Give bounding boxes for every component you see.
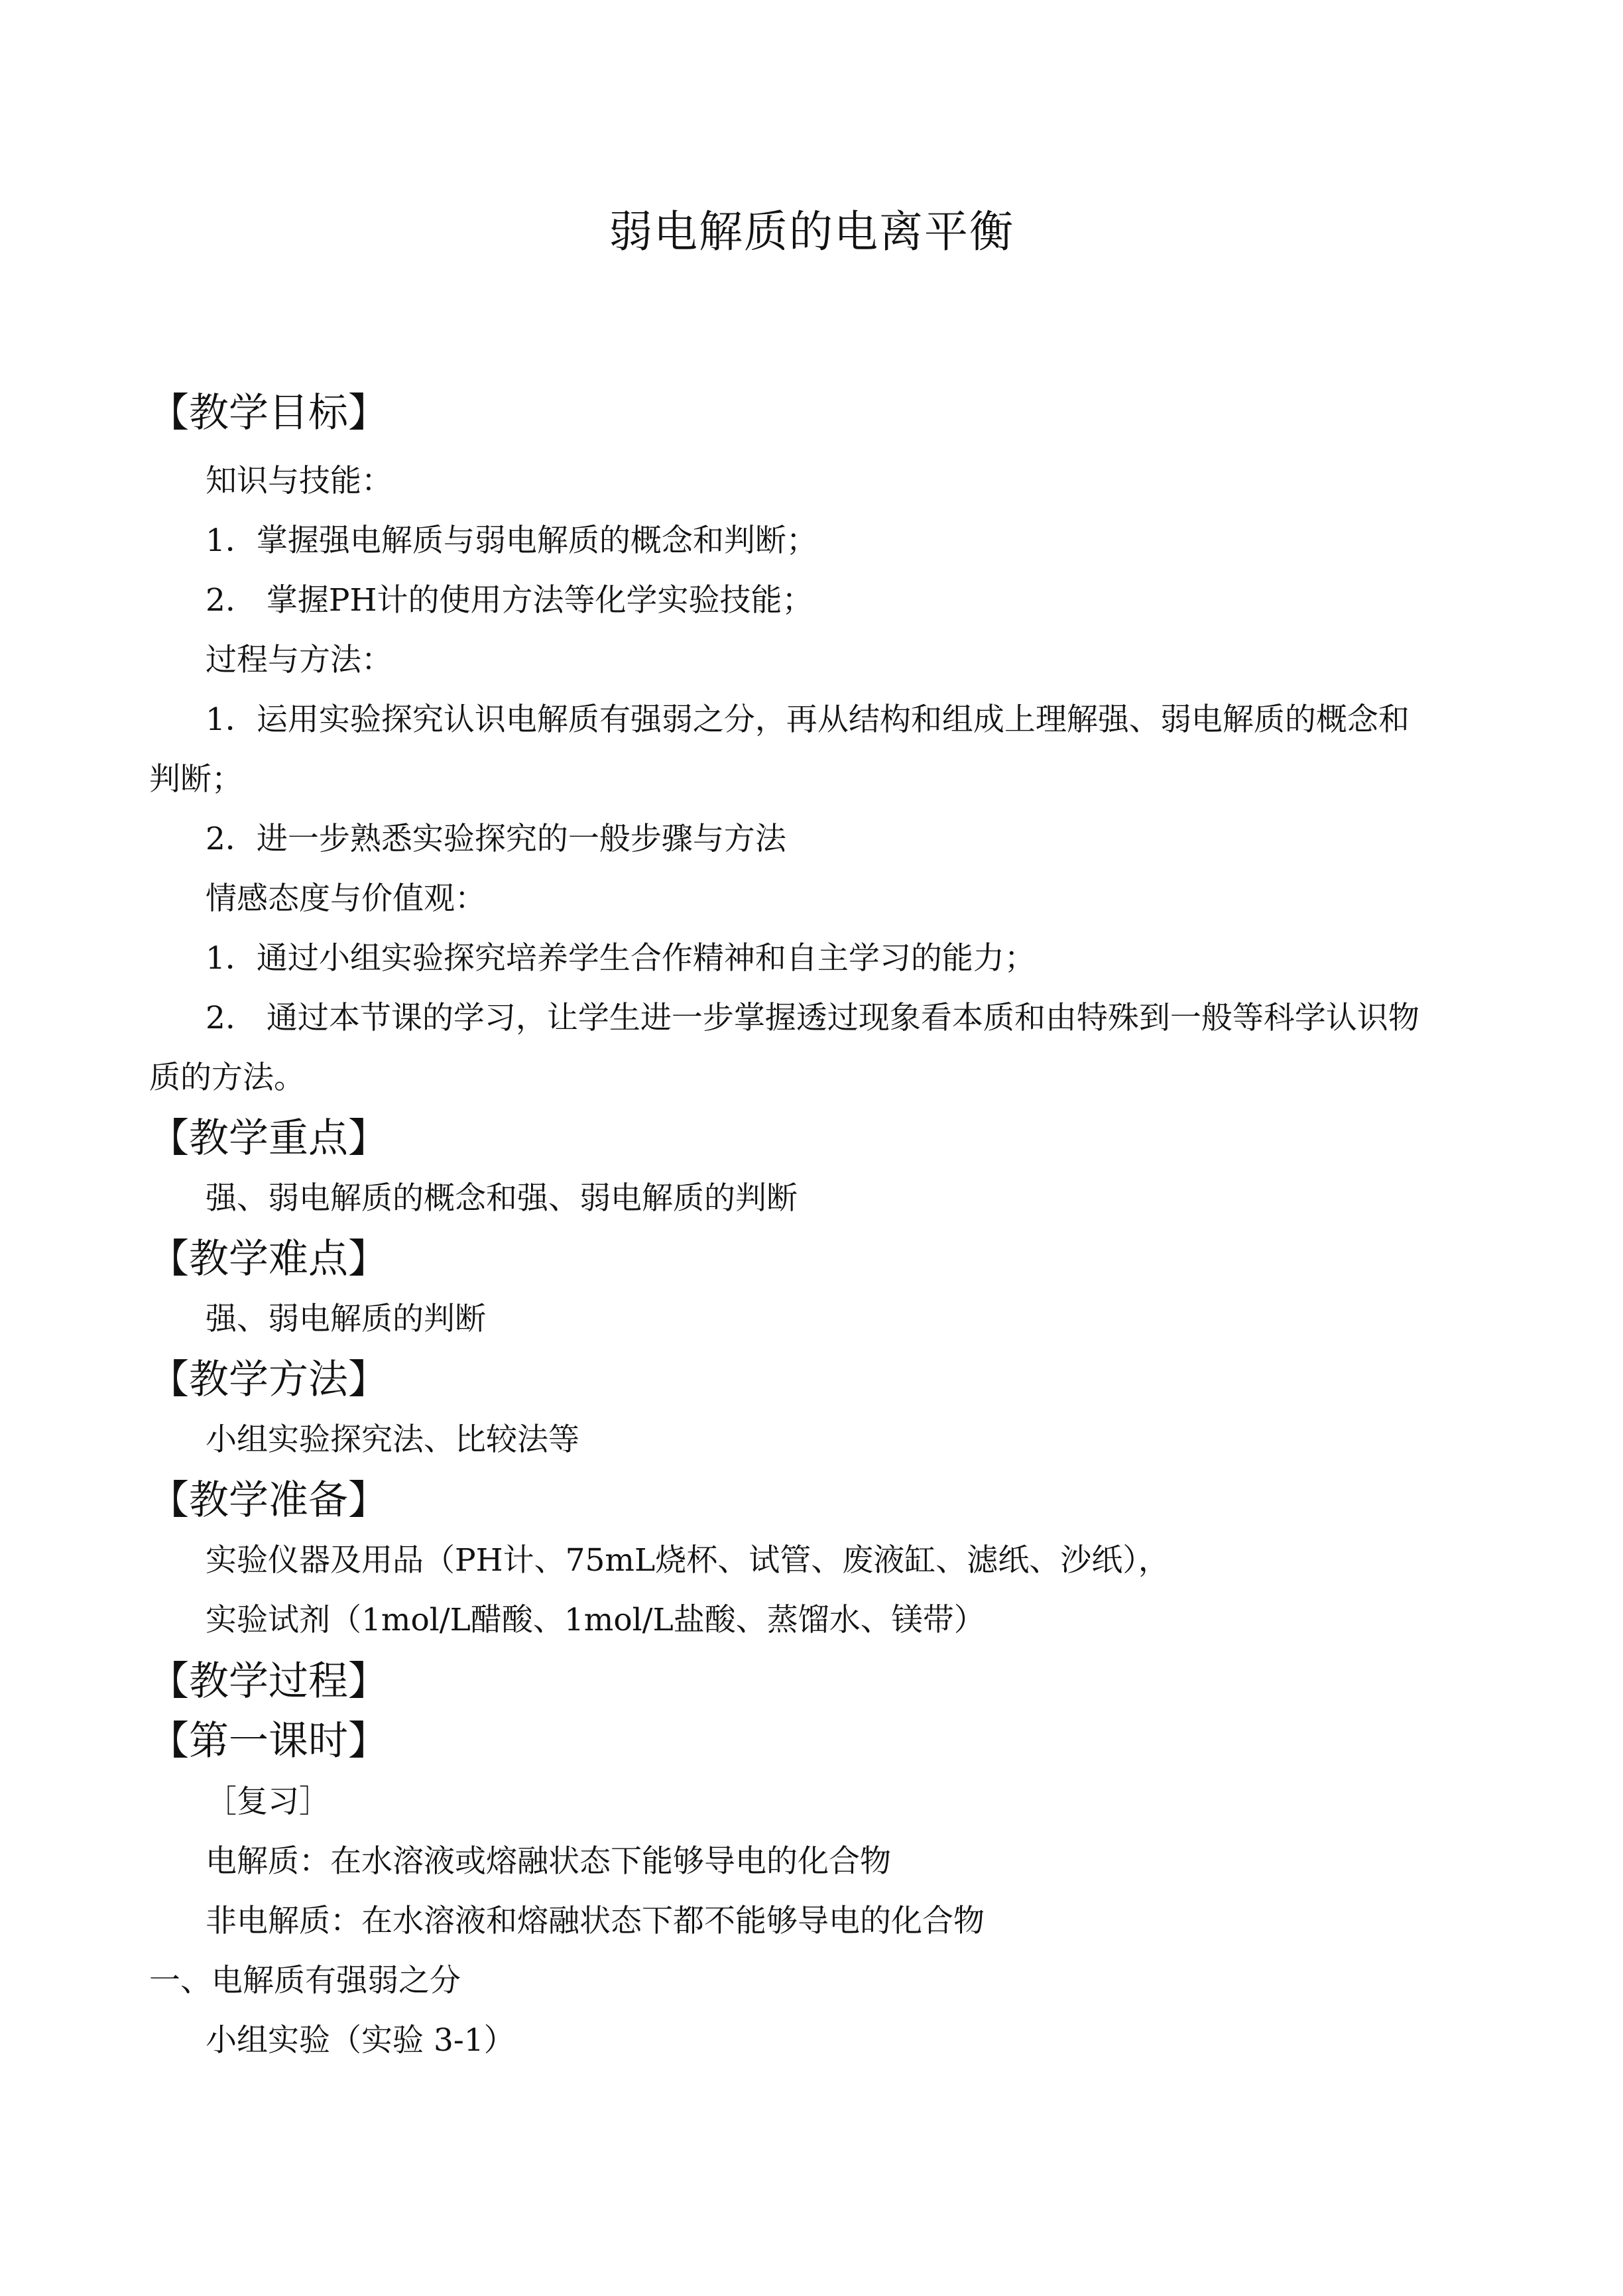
part-one-heading: 一、电解质有强弱之分 (149, 1963, 461, 1999)
goal-knowledge-2: 2. 掌握PH计的使用方法等化学实验技能； (206, 582, 813, 619)
goal-emotion-2-cont: 质的方法。 (149, 1059, 305, 1096)
method-text: 小组实验探究法、比较法等 (206, 1421, 579, 1458)
goal-process-2: 2．进一步熟悉实验探究的一般步骤与方法 (206, 821, 786, 857)
goal-process-1-cont: 判断； (149, 761, 243, 798)
section-heading-difficulty: 【教学难点】 (149, 1236, 388, 1282)
section-heading-method: 【教学方法】 (149, 1357, 388, 1403)
goal-knowledge-1: 1．掌握强电解质与弱电解质的概念和判断； (206, 522, 817, 559)
goal-process-1: 1．运用实验探究认识电解质有强弱之分，再从结构和组成上理解强、弱电解质的概念和 (206, 701, 1410, 738)
section-heading-goals: 【教学目标】 (149, 390, 388, 436)
section-heading-process: 【教学过程】 (149, 1658, 388, 1705)
key-point-text: 强、弱电解质的概念和强、弱电解质的判断 (206, 1180, 798, 1217)
section-heading-lesson1: 【第一课时】 (149, 1718, 388, 1764)
goal-emotion-2: 2. 通过本节课的学习，让学生进一步掌握透过现象看本质和由特殊到一般等科学认识物 (206, 1000, 1419, 1036)
document-title: 弱电解质的电离平衡 (609, 206, 1014, 257)
non-electrolyte-definition: 非电解质：在水溶液和熔融状态下都不能够导电的化合物 (206, 1903, 985, 1939)
experiment-label: 小组实验（实验 3-1） (206, 2022, 515, 2059)
subheading-process: 过程与方法： (206, 642, 392, 678)
review-label: ［复习］ (206, 1783, 330, 1820)
section-heading-key: 【教学重点】 (149, 1115, 388, 1162)
section-heading-prep: 【教学准备】 (149, 1477, 388, 1524)
difficulty-text: 强、弱电解质的判断 (206, 1301, 486, 1337)
subheading-knowledge: 知识与技能： (206, 463, 392, 499)
electrolyte-definition: 电解质：在水溶液或熔融状态下能够导电的化合物 (206, 1843, 891, 1880)
subheading-emotion: 情感态度与价值观： (206, 880, 486, 917)
prep-reagents: 实验试剂（1mol/L醋酸、1mol/L盐酸、蒸馏水、镁带） (206, 1602, 985, 1638)
goal-emotion-1: 1．通过小组实验探究培养学生合作精神和自主学习的能力； (206, 940, 1036, 977)
prep-instruments: 实验仪器及用品（PH计、75mL烧杯、试管、废液缸、滤纸、沙纸）， (206, 1542, 1170, 1579)
